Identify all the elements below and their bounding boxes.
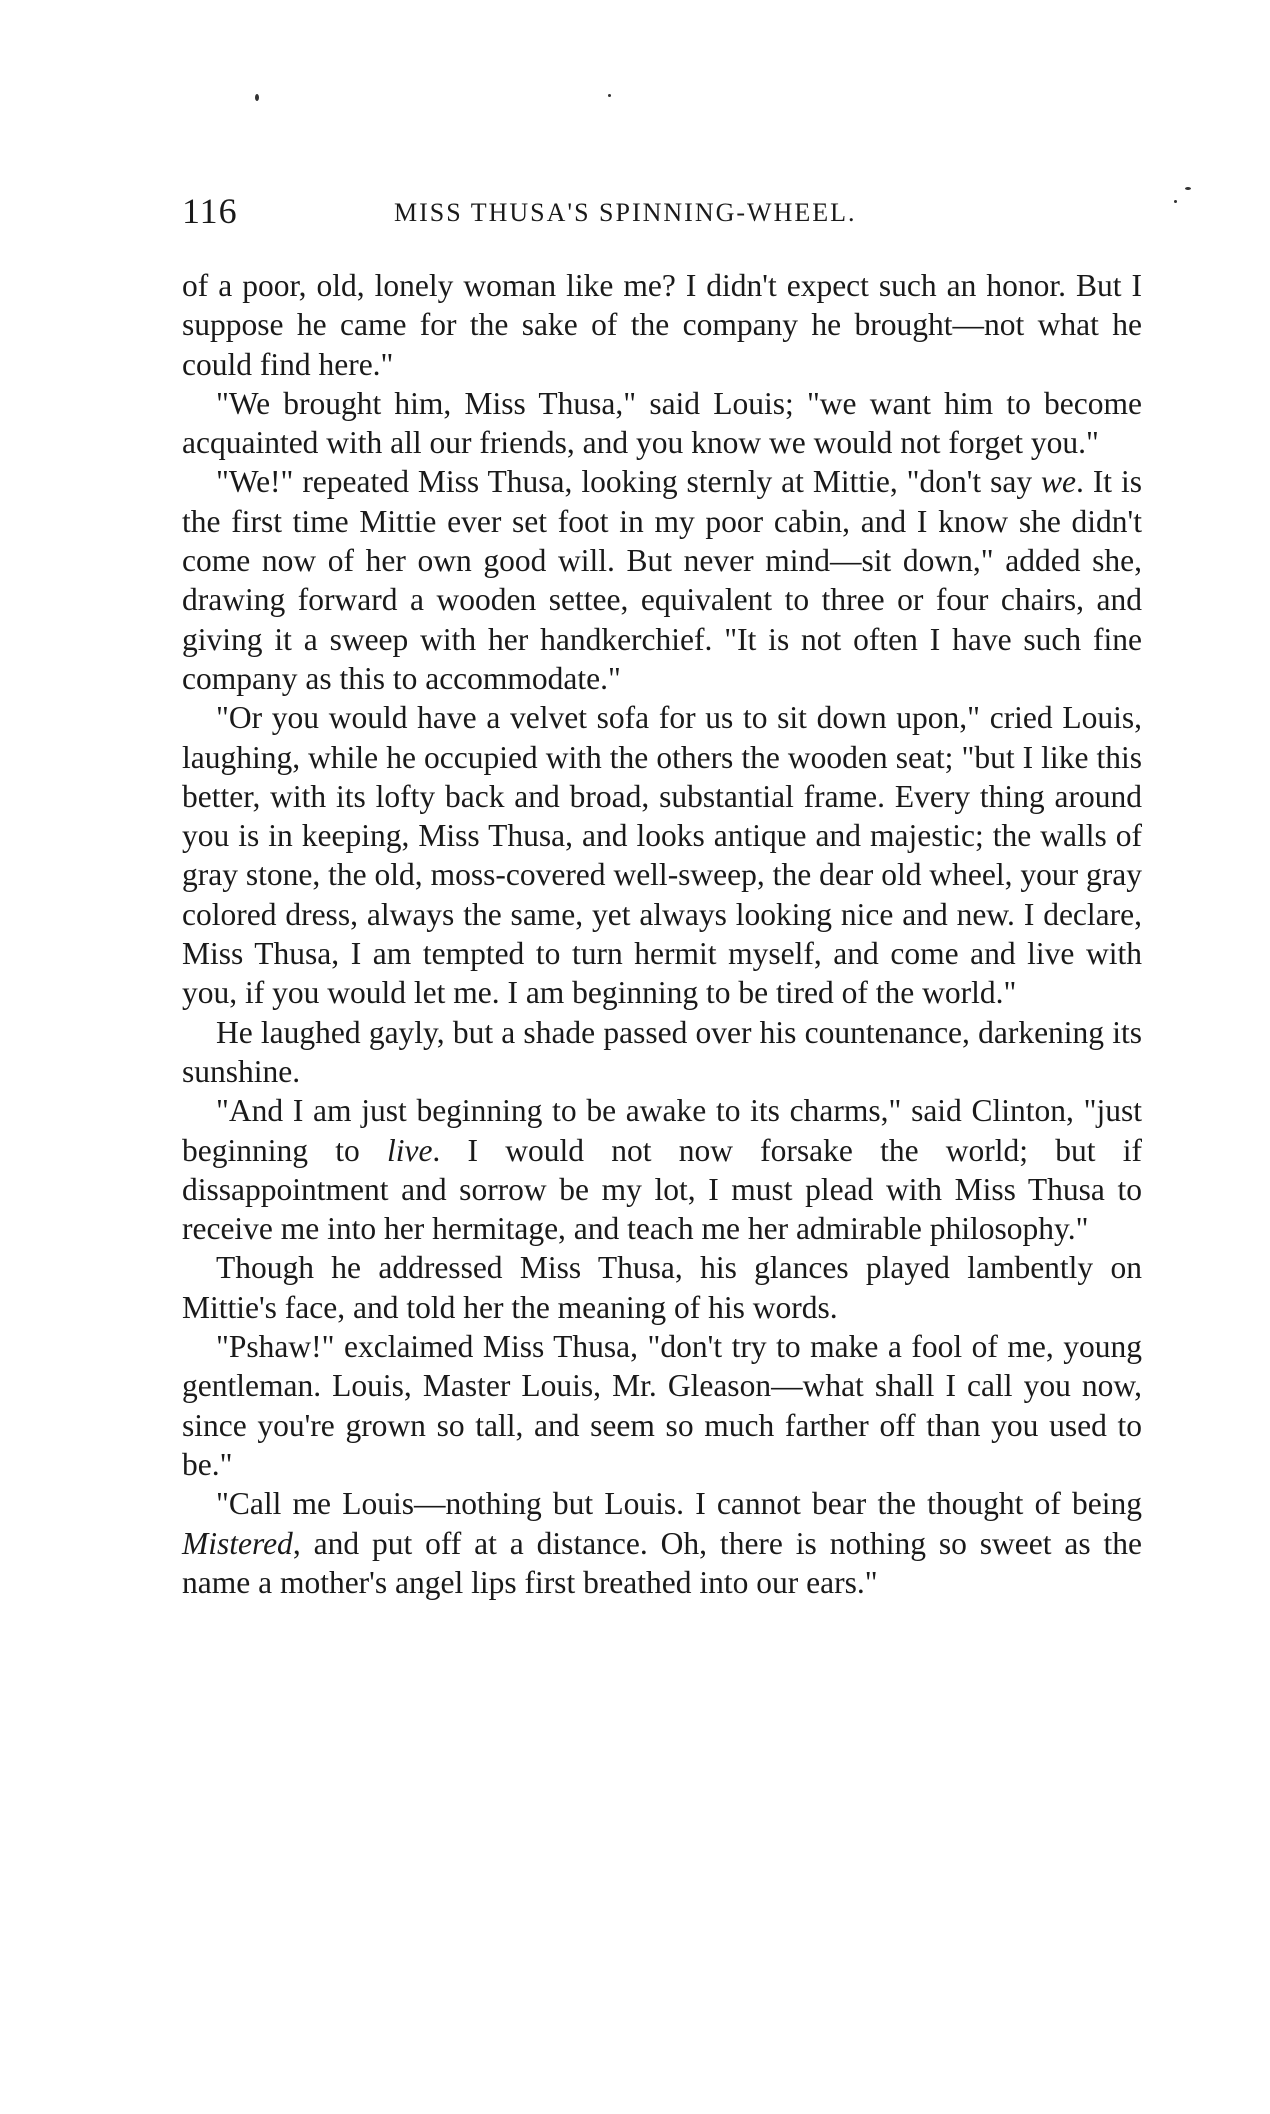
text-run: of a poor, old, lonely woman like me? I didn't expect such an honor. But I suppose he came for the sake of the company he brought—not what he could find here." bbox=[182, 268, 1142, 382]
paragraph bbox=[182, 1248, 1142, 1327]
italic-run: live bbox=[386, 1132, 433, 1168]
text-run: . I would not now forsake the world; but if dissappointment and sorrow be my lot, I must plead with Miss Thusa to receive me into her hermitage, and teach me her admirable philosophy." bbox=[182, 1132, 1142, 1247]
text-run: . It is the first time Mittie ever set foot in my poor cabin, and I know she didn't come now of her own good will. But never mind—sit down," added she, drawing forward a wooden settee, equivalent to three or four chairs, and giving it a sweep with her handkerchief. "It is not often I have such fine company as this to accommodate." bbox=[182, 464, 1142, 696]
text-run: "And I am just beginning to be awake to its charms," said Clinton, "just beginning to bbox=[182, 1093, 1142, 1168]
text-run: He laughed gayly, but a shade passed over his countenance, darkening its sunshine. bbox=[182, 1014, 1142, 1089]
paragraph bbox=[182, 1091, 1142, 1248]
scan-speck bbox=[1185, 187, 1191, 190]
paragraph bbox=[182, 384, 1142, 463]
text-run: "We!" repeated Miss Thusa, looking sternly at Mittie, "don't say bbox=[216, 464, 1042, 500]
paragraph bbox=[182, 698, 1142, 1012]
italic-run: Mistered bbox=[182, 1525, 293, 1561]
text-run: "Call me Louis—nothing but Louis. I cannot bear the thought of being bbox=[216, 1486, 1142, 1522]
text-run: "We brought him, Miss Thusa," said Louis; "we want him to become acquainted with all our friends, and you know we would not forget you." bbox=[182, 385, 1142, 461]
paragraph bbox=[182, 1013, 1142, 1092]
running-title: MISS THUSA'S SPINNING-WHEEL. bbox=[394, 198, 857, 227]
scan-speck bbox=[608, 94, 611, 97]
scan-speck bbox=[1174, 200, 1177, 203]
text-run: "Pshaw!" exclaimed Miss Thusa, "don't try to make a fool of me, young gentleman. Louis, Master Louis, Mr. Gleason—what shall I call you now, since you're grown so tall, and seem so much farther off than you used to be." bbox=[182, 1329, 1142, 1482]
paragraph bbox=[182, 1327, 1142, 1484]
page-header bbox=[182, 190, 1142, 238]
text-run: Though he addressed Miss Thusa, his glances played lambently on Mittie's face, and told her the meaning of his words. bbox=[182, 1250, 1142, 1325]
text-run: "Or you would have a velvet sofa for us to sit down upon," cried Louis, laughing, while he occupied with the others the wooden seat; "but I like this better, with its lofty back and broad, substantial frame. Every thing around you is in keeping, Miss Thusa, and looks antique and majestic; the walls of gray stone, the old, moss-covered well-sweep, the dear old wheel, your gray colored dress, always the same, yet always looking nice and new. I declare, Miss Thusa, I am tempted to turn hermit myself, and come and live with you, if you would let me. I am beginning to be tired of the world." bbox=[182, 700, 1142, 1011]
text-run: , and put off at a distance. Oh, there is nothing so sweet as the name a mother's angel lips first breathed into our ears." bbox=[182, 1525, 1142, 1600]
paragraph bbox=[182, 1484, 1142, 1602]
paragraph bbox=[182, 462, 1142, 698]
scan-speck bbox=[255, 94, 259, 101]
body-text bbox=[182, 266, 1142, 1602]
italic-run: we bbox=[1041, 464, 1077, 500]
paragraph bbox=[182, 266, 1142, 384]
page-number: 116 bbox=[182, 191, 238, 231]
